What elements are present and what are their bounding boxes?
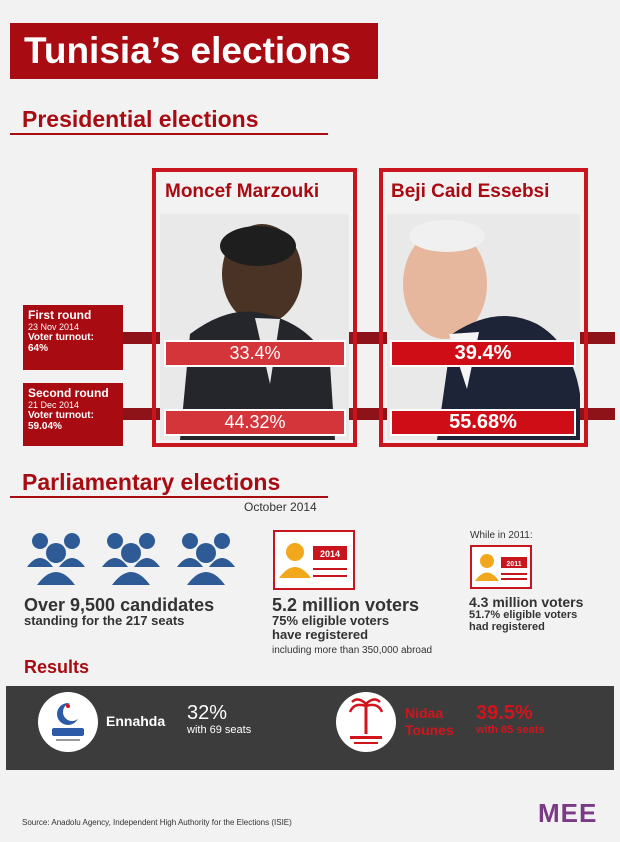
- mee-logo: MEE: [538, 798, 598, 828]
- page-title: Tunisia’s elections: [10, 23, 378, 79]
- nidaa-tounes-seats: with 85 seats: [476, 724, 545, 736]
- result-first-round-marzouki: 33.4%: [164, 340, 346, 367]
- candidates-stat: Over 9,500 candidates: [24, 595, 215, 615]
- nidaa-tounes-share: 39.5%: [476, 702, 533, 724]
- nidaa-tounes-name: Nidaa Tounes: [405, 705, 454, 738]
- first-round-title: First round: [28, 308, 92, 322]
- second-round-tab: [23, 383, 123, 446]
- ennahda-name: Ennahda: [106, 713, 166, 729]
- people-group-icon-3: [175, 527, 237, 594]
- result-second-round-essebsi: 55.68%: [390, 409, 576, 436]
- voter-card-2011-badge: 2011: [506, 561, 522, 568]
- second-round-date: 21 Dec 2014: [28, 400, 80, 410]
- nidaa-tounes-logo: [336, 692, 396, 752]
- voter-card-2014-icon: [273, 530, 355, 595]
- results-heading: Results: [24, 657, 90, 677]
- result-second-round-marzouki: 44.32%: [164, 409, 346, 436]
- presidential-heading: Presidential elections: [22, 106, 259, 132]
- portrait-marzouki-image: [160, 214, 349, 440]
- result-first-round-essebsi: 39.4%: [390, 340, 576, 367]
- candidate-name-essebsi: Beji Caid Essebsi: [391, 181, 550, 202]
- ennahda-share: 32%: [187, 702, 228, 724]
- portrait-marzouki: [160, 214, 349, 440]
- voters-stat: 5.2 million voters: [272, 595, 420, 615]
- second-round-title: Second round: [28, 386, 109, 400]
- voters-detail: 75% eligible voters have registered: [272, 613, 390, 642]
- voter-card-2011-icon: [470, 545, 532, 594]
- voter-card-2014-badge: 2014: [319, 549, 341, 559]
- first-round-date: 23 Nov 2014: [28, 322, 80, 332]
- ennahda-seats: with 69 seats: [187, 724, 252, 736]
- source-note: Source: Anadolu Agency, Independent High Authority for the Elections (ISIE): [22, 818, 292, 827]
- people-group-icon-2: [100, 527, 162, 594]
- parliamentary-rule: [10, 496, 328, 498]
- ennahda-logo: [38, 692, 98, 752]
- portrait-essebsi-image: [387, 214, 580, 440]
- portrait-essebsi: [387, 214, 580, 440]
- prior-detail: 51.7% eligible voters had registered: [469, 609, 578, 633]
- candidate-name-marzouki: Moncef Marzouki: [165, 181, 320, 202]
- presidential-rule: [10, 133, 328, 135]
- people-group-icon-1: [25, 527, 87, 594]
- voters-note: including more than 350,000 abroad: [272, 645, 433, 656]
- first-round-turnout-label: Voter turnout:: [28, 332, 94, 343]
- second-round-turnout: 59.04%: [28, 421, 62, 432]
- candidates-detail: standing for the 217 seats: [24, 613, 185, 628]
- first-round-tab: [23, 305, 123, 370]
- second-round-turnout-label: Voter turnout:: [28, 410, 94, 421]
- first-round-turnout: 64%: [28, 343, 49, 354]
- parliamentary-date: October 2014: [244, 500, 317, 514]
- parliamentary-heading: Parliamentary elections: [22, 469, 281, 495]
- prior-label: While in 2011:: [470, 530, 533, 541]
- prior-stat: 4.3 million voters: [469, 594, 584, 610]
